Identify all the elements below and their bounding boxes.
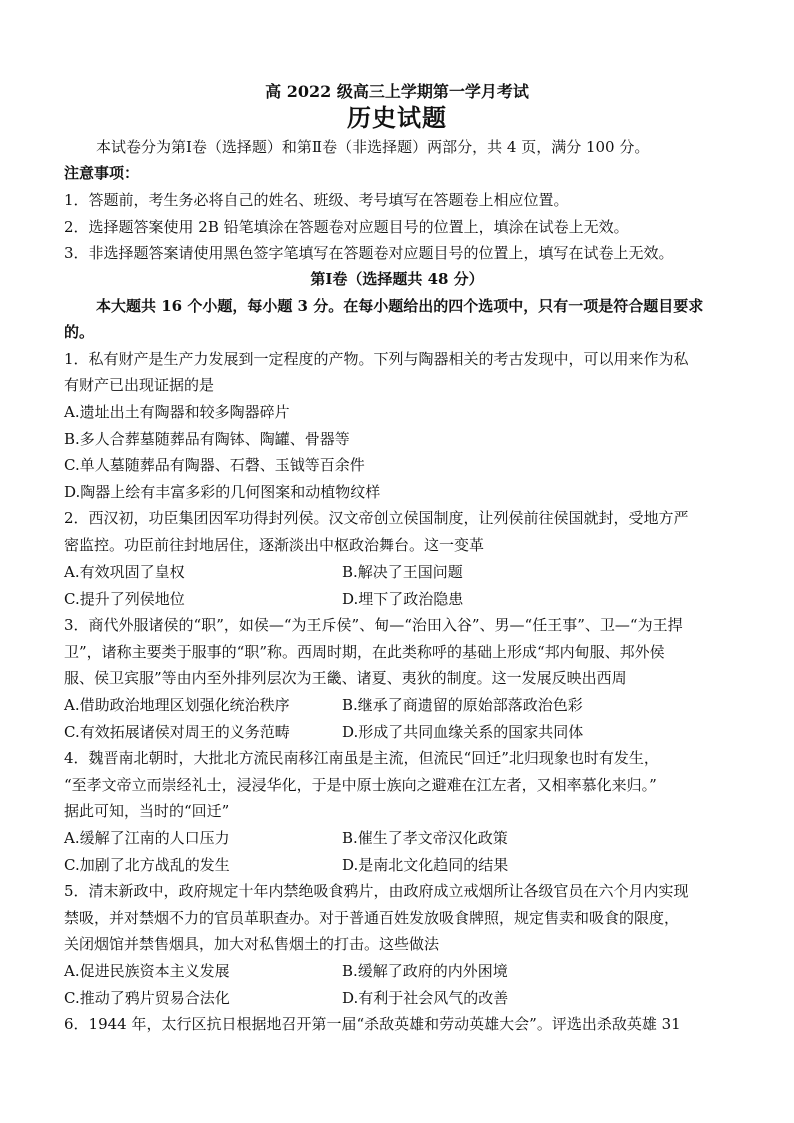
question-5-stem: 禁吸，并对禁烟不力的官员革职查办。对于普通百姓发放吸食牌照，规定售卖和吸食的限度，: [64, 909, 680, 927]
exam-title: 高 2022 级高三上学期第一学月考试: [265, 82, 529, 101]
question-3-stem: 3．商代外服诸侯的“职”，如侯—“为王斥侯”、甸—“治田入谷”、男—“任王事”、卫—“为王捍: [64, 616, 683, 634]
question-3-option-d: D.形成了共同血缘关系的国家共同体: [342, 723, 584, 741]
question-3-stem: 卫”，诸称主要类于服事的“职”称。西周时期，在此类称呼的基础上形成“邦内甸服、邦外侯: [64, 643, 665, 661]
question-4-option-b: B.催生了孝文帝汉化政策: [342, 829, 508, 847]
exam-description: 本试卷分为第Ⅰ卷（选择题）和第Ⅱ卷（非选择题）两部分，共 4 页，满分 100 分。: [96, 138, 650, 156]
question-2-option-c: C.提升了列侯地位: [64, 590, 185, 608]
question-4-stem: “至孝文帝立而崇经礼士，浸浸华化，于是中原士族向之避难在江左者，又相率慕化来归。”: [64, 776, 657, 794]
question-5-option-d: D.有利于社会风气的改善: [342, 989, 509, 1007]
question-3-stem: 服、侯卫宾服”等由内至外排列层次为王畿、诸夏、夷狄的制度。这一发展反映出西周: [64, 669, 627, 687]
question-3-option-a: A.借助政治地理区划强化统治秩序: [64, 696, 290, 714]
notes-title: 注意事项：: [64, 164, 140, 182]
question-1-stem: 1．私有财产是生产力发展到一定程度的产物。下列与陶器相关的考古发现中，可以用来作为私: [64, 350, 689, 368]
question-1-option-b: B.多人合葬墓随葬品有陶钵、陶罐、骨器等: [64, 430, 350, 448]
question-5-option-c: C.推动了鸦片贸易合法化: [64, 989, 230, 1007]
question-2-option-b: B.解决了王国问题: [342, 563, 463, 581]
section-title: 第Ⅰ卷（选择题共 48 分）: [310, 270, 484, 288]
note-item: 2．选择题答案使用 2B 铅笔填涂在答题卷对应题目号的位置上，填涂在试卷上无效。: [64, 218, 629, 236]
question-1-option-a: A.遗址出土有陶器和较多陶器碎片: [64, 403, 290, 421]
question-2-option-d: D.埋下了政治隐患: [342, 590, 464, 608]
question-5-option-b: B.缓解了政府的内外困境: [342, 962, 508, 980]
question-4-stem: 据此可知，当时的“回迁”: [64, 802, 230, 820]
section-instruction: 本大题共 16 个小题，每小题 3 分。在每小题给出的四个选项中，只有一项是符合题目要求: [96, 297, 704, 315]
question-5-stem: 关闭烟馆并禁售烟具，加大对私售烟土的打击。这些做法: [64, 935, 440, 953]
question-4-option-d: D.是南北文化趋同的结果: [342, 856, 509, 874]
question-1-option-c: C.单人墓随葬品有陶器、石磬、玉钺等百余件: [64, 456, 365, 474]
question-5-option-a: A.促进民族资本主义发展: [64, 962, 230, 980]
question-2-stem: 密监控。功臣前往封地居住，逐渐淡出中枢政治舞台。这一变革: [64, 536, 485, 554]
question-4-option-c: C.加剧了北方战乱的发生: [64, 856, 230, 874]
question-2-stem: 2．西汉初，功臣集团因军功得封列侯。汉文帝创立侯国制度，让列侯前往侯国就封，受地方严: [64, 509, 689, 527]
note-item: 3．非选择题答案请使用黑色签字笔填写在答题卷对应题目号的位置上，填写在试卷上无效。: [64, 244, 674, 262]
question-3-option-b: B.继承了商遗留的原始部落政治色彩: [342, 696, 583, 714]
question-3-option-c: C.有效拓展诸侯对周王的义务范畴: [64, 723, 290, 741]
question-1-stem: 有财产已出现证据的是: [64, 376, 215, 394]
question-5-stem: 5．清末新政中，政府规定十年内禁绝吸食鸦片，由政府成立戒烟所让各级官员在六个月内实现: [64, 882, 689, 900]
note-item: 1．答题前，考生务必将自己的姓名、班级、考号填写在答题卷上相应位置。: [64, 191, 569, 209]
question-2-option-a: A.有效巩固了皇权: [64, 563, 185, 581]
subject-title: 历史试题: [347, 103, 447, 132]
question-4-stem: 4．魏晋南北朝时，大批北方流民南移江南虽是主流，但流民“回迁”北归现象也时有发生，: [64, 749, 659, 767]
section-instruction-cont: 的。: [64, 323, 95, 341]
question-4-option-a: A.缓解了江南的人口压力: [64, 829, 230, 847]
question-6-stem: 6．1944 年，太行区抗日根据地召开第一届“杀敌英雄和劳动英雄大会”。评选出杀敌英雄 31: [64, 1015, 681, 1033]
question-1-option-d: D.陶器上绘有丰富多彩的几何图案和动植物纹样: [64, 483, 381, 501]
